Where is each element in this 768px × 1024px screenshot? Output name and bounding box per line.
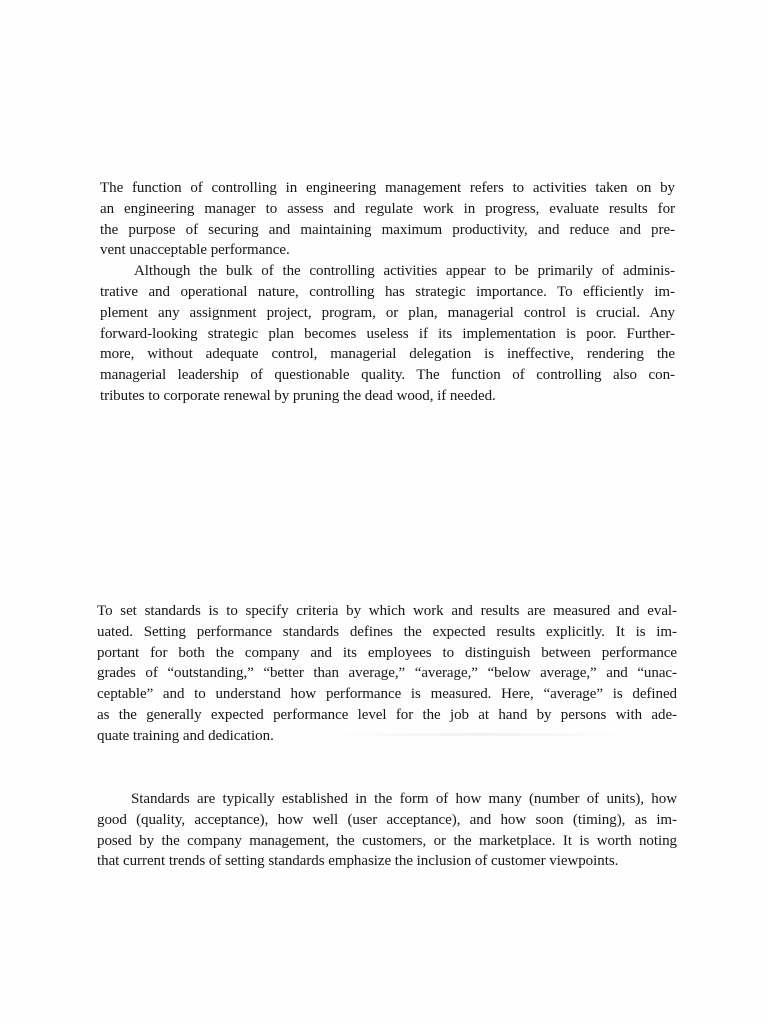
paragraph-line: uated. Setting performance standards defines the expected results explicitly. It is im- — [97, 623, 677, 640]
paragraph-line: vent unacceptable performance. — [100, 242, 290, 259]
paragraph-line: ceptable” and to understand how performance is measured. Here, “average” is defined — [97, 686, 677, 703]
paragraph-line: grades of “outstanding,” “better than average,” “average,” “below average,” and “unac- — [97, 665, 677, 682]
text-block-standard-forms — [97, 789, 677, 872]
paragraph-line: Standards are typically established in the form of how many (number of units), how — [131, 791, 677, 807]
paragraph-line: plement any assignment project, program, or plan, managerial control is crucial. Any — [100, 304, 675, 321]
paragraph-standard-forms — [97, 789, 677, 872]
paragraph-line: managerial leadership of questionable quality. The function of controlling also con- — [100, 367, 675, 384]
paragraph-line: Although the bulk of the controlling activities appear to be primarily of adminis- — [134, 263, 675, 280]
paragraph-line: trative and operational nature, controlling has strategic importance. To efficiently im- — [100, 283, 675, 300]
paragraph-line: forward-looking strategic plan becomes useless if its implementation is poor. Further- — [100, 325, 675, 342]
paragraph-line: as the generally expected performance level for the job at hand by persons with ade- — [97, 706, 677, 723]
scan-artifact — [330, 733, 630, 736]
paragraph-line: an engineering manager to assess and regulate work in progress, evaluate results for — [100, 200, 675, 217]
paragraph-line: good (quality, acceptance), how well (user acceptance), and how soon (timing), as im- — [97, 811, 677, 828]
paragraph-line: the purpose of securing and maintaining maximum productivity, and reduce and pre- — [100, 221, 675, 238]
paragraph-line: tributes to corporate renewal by pruning the dead wood, if needed. — [100, 387, 496, 404]
paragraph-line: quate training and dedication. — [97, 727, 274, 744]
paragraph-line: more, without adequate control, managerial delegation is ineffective, rendering the — [100, 346, 675, 363]
paragraph-line: posed by the company management, the customers, or the marketplace. It is worth noting — [97, 832, 677, 849]
paragraph-setting-standards — [97, 601, 677, 747]
text-block-standards — [97, 601, 677, 747]
paragraph-line: To set standards is to specify criteria by which work and results are measured and eval- — [97, 603, 677, 619]
paragraph-controlling-definition — [100, 178, 675, 261]
paragraph-line: The function of controlling in engineering management refers to activities taken on by — [100, 180, 675, 196]
text-block-controlling — [100, 178, 675, 407]
paragraph-line: that current trends of setting standards emphasize the inclusion of customer viewpoints. — [97, 853, 619, 870]
paragraph-controlling-importance — [100, 261, 675, 407]
paragraph-line: portant for both the company and its employees to distinguish between performance — [97, 644, 677, 661]
